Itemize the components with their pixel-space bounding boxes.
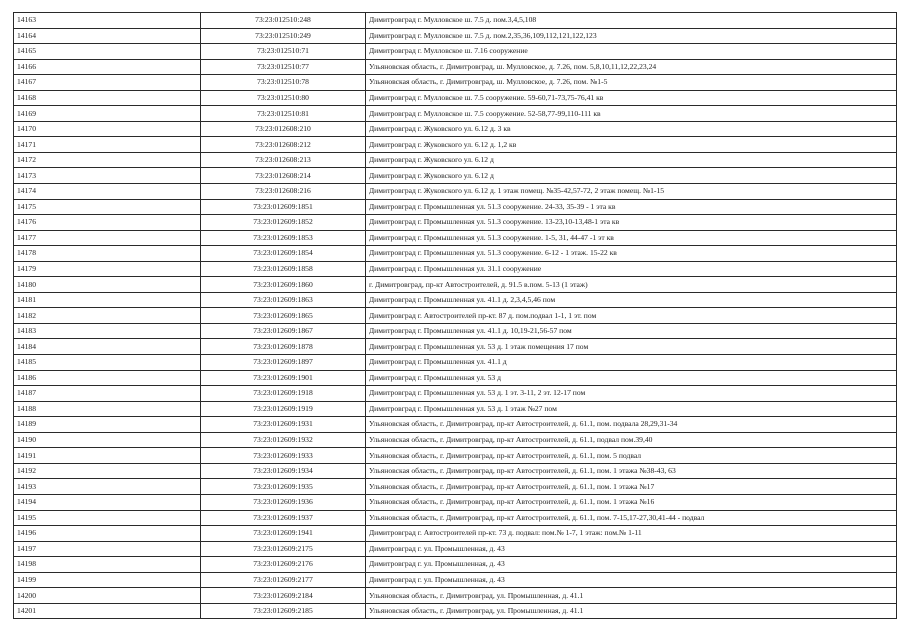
row-number-cell: 14166 <box>14 59 201 75</box>
address-cell: Димитровград г. Автостроителей пр-кт. 87 д. пом.подвал 1-1, 1 эт. пом <box>366 308 897 324</box>
table-row <box>14 603 897 619</box>
table-row <box>14 557 897 573</box>
table-row <box>14 463 897 479</box>
cadastral-number-cell: 73:23:012608:210 <box>201 121 366 137</box>
row-number-cell: 14191 <box>14 448 201 464</box>
table-row <box>14 417 897 433</box>
register-table-body <box>14 13 897 619</box>
cadastral-number-cell: 73:23:012609:1863 <box>201 292 366 308</box>
row-number-cell: 14195 <box>14 510 201 526</box>
row-number-cell: 14163 <box>14 13 201 29</box>
row-number-cell: 14172 <box>14 152 201 168</box>
address-cell: Димитровград г. Промышленная ул. 53 д <box>366 370 897 386</box>
row-number-cell: 14180 <box>14 277 201 293</box>
table-row <box>14 448 897 464</box>
table-row <box>14 588 897 604</box>
cadastral-number-cell: 73:23:012609:1934 <box>201 463 366 479</box>
cadastral-number-cell: 73:23:012609:2184 <box>201 588 366 604</box>
table-row <box>14 339 897 355</box>
cadastral-number-cell: 73:23:012609:1858 <box>201 261 366 277</box>
row-number-cell: 14177 <box>14 230 201 246</box>
address-cell: Ульяновская область, г. Димитровград, пр-кт Автостроителей, д. 61.1, подвал пом.39,40 <box>366 432 897 448</box>
cadastral-number-cell: 73:23:012609:1918 <box>201 386 366 402</box>
address-cell: Ульяновская область, г. Димитровград, пр-кт Автостроителей, д. 61.1, пом. 1 этажа №38-43, 63 <box>366 463 897 479</box>
address-cell: Димитровград г. Жуковского ул. 6.12 д. 1,2 кв <box>366 137 897 153</box>
row-number-cell: 14173 <box>14 168 201 184</box>
table-row <box>14 137 897 153</box>
row-number-cell: 14196 <box>14 526 201 542</box>
row-number-cell: 14175 <box>14 199 201 215</box>
address-cell: Ульяновская область, г. Димитровград, пр-кт Автостроителей, д. 61.1, пом. 1 этажа №16 <box>366 494 897 510</box>
row-number-cell: 14188 <box>14 401 201 417</box>
cadastral-number-cell: 73:23:012609:2175 <box>201 541 366 557</box>
cadastral-number-cell: 73:23:012609:1919 <box>201 401 366 417</box>
table-row <box>14 572 897 588</box>
address-cell: Димитровград г. Промышленная ул. 51.3 сооружение. 13-23,10-13,48-1 эта кв <box>366 215 897 231</box>
address-cell: Ульяновская область, г. Димитровград, пр-кт Автостроителей, д. 61.1, пом. 7-15,17-27,30,41-44 - подвал <box>366 510 897 526</box>
row-number-cell: 14186 <box>14 370 201 386</box>
address-cell: Димитровград г. Промышленная ул. 41.1 д <box>366 355 897 371</box>
register-table <box>13 12 897 619</box>
cadastral-number-cell: 73:23:012609:1854 <box>201 246 366 262</box>
table-row <box>14 13 897 29</box>
address-cell: г. Димитровград, пр-кт Автостроителей, д. 91.5 в.пом. 5-13 (1 этаж) <box>366 277 897 293</box>
table-row <box>14 401 897 417</box>
row-number-cell: 14183 <box>14 323 201 339</box>
address-cell: Димитровград г. ул. Промышленная, д. 43 <box>366 541 897 557</box>
cadastral-number-cell: 73:23:012609:2185 <box>201 603 366 619</box>
row-number-cell: 14187 <box>14 386 201 402</box>
row-number-cell: 14170 <box>14 121 201 137</box>
address-cell: Димитровград г. Жуковского ул. 6.12 д <box>366 168 897 184</box>
table-row <box>14 323 897 339</box>
cadastral-number-cell: 73:23:012609:1933 <box>201 448 366 464</box>
table-row <box>14 121 897 137</box>
table-row <box>14 106 897 122</box>
row-number-cell: 14178 <box>14 246 201 262</box>
row-number-cell: 14184 <box>14 339 201 355</box>
row-number-cell: 14171 <box>14 137 201 153</box>
row-number-cell: 14167 <box>14 75 201 91</box>
table-row <box>14 370 897 386</box>
address-cell: Димитровград г. Жуковского ул. 6.12 д. 3 кв <box>366 121 897 137</box>
address-cell: Димитровград г. Мулловское ш. 7.16 сооружение <box>366 44 897 60</box>
table-row <box>14 75 897 91</box>
cadastral-number-cell: 73:23:012510:71 <box>201 44 366 60</box>
table-row <box>14 215 897 231</box>
cadastral-number-cell: 73:23:012510:77 <box>201 59 366 75</box>
cadastral-number-cell: 73:23:012510:248 <box>201 13 366 29</box>
cadastral-number-cell: 73:23:012609:1935 <box>201 479 366 495</box>
cadastral-number-cell: 73:23:012609:1941 <box>201 526 366 542</box>
address-cell: Димитровград г. Промышленная ул. 51.3 сооружение. 6-12 - 1 этаж. 15-22 кв <box>366 246 897 262</box>
table-row <box>14 230 897 246</box>
table-row <box>14 541 897 557</box>
cadastral-number-cell: 73:23:012510:78 <box>201 75 366 91</box>
row-number-cell: 14197 <box>14 541 201 557</box>
cadastral-number-cell: 73:23:012608:216 <box>201 184 366 200</box>
cadastral-number-cell: 73:23:012609:1851 <box>201 199 366 215</box>
cadastral-number-cell: 73:23:012609:2177 <box>201 572 366 588</box>
cadastral-number-cell: 73:23:012510:80 <box>201 90 366 106</box>
address-cell: Ульяновская область, г. Димитровград, ш. Мулловское, д. 7.26, пом. 5,8,10,11,12,22,23,24 <box>366 59 897 75</box>
cadastral-number-cell: 73:23:012609:1937 <box>201 510 366 526</box>
table-row <box>14 308 897 324</box>
cadastral-number-cell: 73:23:012609:1936 <box>201 494 366 510</box>
table-row <box>14 261 897 277</box>
cadastral-number-cell: 73:23:012510:81 <box>201 106 366 122</box>
address-cell: Димитровград г. ул. Промышленная, д. 43 <box>366 572 897 588</box>
row-number-cell: 14193 <box>14 479 201 495</box>
row-number-cell: 14176 <box>14 215 201 231</box>
address-cell: Димитровград г. Мулловское ш. 7.5 д. пом.3,4,5,108 <box>366 13 897 29</box>
address-cell: Димитровград г. ул. Промышленная, д. 43 <box>366 557 897 573</box>
address-cell: Ульяновская область, г. Димитровград, пр-кт Автостроителей, д. 61.1, пом. подвала 28,29,31-34 <box>366 417 897 433</box>
table-row <box>14 152 897 168</box>
address-cell: Димитровград г. Жуковского ул. 6.12 д <box>366 152 897 168</box>
table-row <box>14 510 897 526</box>
address-cell: Димитровград г. Промышленная ул. 53 д. 1 этаж №27 пом <box>366 401 897 417</box>
table-row <box>14 292 897 308</box>
cadastral-number-cell: 73:23:012510:249 <box>201 28 366 44</box>
address-cell: Димитровград г. Мулловское ш. 7.5 д. пом.2,35,36,109,112,121,122,123 <box>366 28 897 44</box>
row-number-cell: 14201 <box>14 603 201 619</box>
row-number-cell: 14198 <box>14 557 201 573</box>
cadastral-number-cell: 73:23:012609:1931 <box>201 417 366 433</box>
table-row <box>14 355 897 371</box>
cadastral-number-cell: 73:23:012609:1901 <box>201 370 366 386</box>
row-number-cell: 14164 <box>14 28 201 44</box>
cadastral-number-cell: 73:23:012609:1852 <box>201 215 366 231</box>
row-number-cell: 14200 <box>14 588 201 604</box>
address-cell: Димитровград г. Промышленная ул. 51.3 сооружение. 24-33, 35-39 - 1 эта кв <box>366 199 897 215</box>
table-row <box>14 277 897 293</box>
cadastral-number-cell: 73:23:012608:214 <box>201 168 366 184</box>
row-number-cell: 14169 <box>14 106 201 122</box>
table-row <box>14 386 897 402</box>
cadastral-number-cell: 73:23:012609:2176 <box>201 557 366 573</box>
address-cell: Димитровград г. Жуковского ул. 6.12 д. 1 этаж помещ. №35-42,57-72, 2 этаж помещ. №1-15 <box>366 184 897 200</box>
cadastral-number-cell: 73:23:012609:1853 <box>201 230 366 246</box>
cadastral-number-cell: 73:23:012609:1932 <box>201 432 366 448</box>
row-number-cell: 14181 <box>14 292 201 308</box>
table-row <box>14 246 897 262</box>
address-cell: Димитровград г. Мулловское ш. 7.5 сооружение. 59-60,71-73,75-76,41 кв <box>366 90 897 106</box>
address-cell: Димитровград г. Промышленная ул. 51.3 сооружение. 1-5, 31, 44-47 -1 эт кв <box>366 230 897 246</box>
address-cell: Димитровград г. Промышленная ул. 31.1 сооружение <box>366 261 897 277</box>
address-cell: Димитровград г. Мулловское ш. 7.5 сооружение. 52-58,77-99,110-111 кв <box>366 106 897 122</box>
cadastral-number-cell: 73:23:012609:1860 <box>201 277 366 293</box>
row-number-cell: 14174 <box>14 184 201 200</box>
cadastral-number-cell: 73:23:012608:212 <box>201 137 366 153</box>
table-row <box>14 28 897 44</box>
row-number-cell: 14182 <box>14 308 201 324</box>
table-row <box>14 199 897 215</box>
address-cell: Ульяновская область, г. Димитровград, ул. Промышленная, д. 41.1 <box>366 603 897 619</box>
row-number-cell: 14190 <box>14 432 201 448</box>
address-cell: Ульяновская область, г. Димитровград, ул. Промышленная, д. 41.1 <box>366 588 897 604</box>
address-cell: Ульяновская область, г. Димитровград, ш. Мулловское, д. 7.26, пом. №1-5 <box>366 75 897 91</box>
table-row <box>14 479 897 495</box>
table-row <box>14 526 897 542</box>
row-number-cell: 14179 <box>14 261 201 277</box>
table-row <box>14 90 897 106</box>
cadastral-number-cell: 73:23:012608:213 <box>201 152 366 168</box>
table-row <box>14 59 897 75</box>
address-cell: Ульяновская область, г. Димитровград, пр-кт Автостроителей, д. 61.1, пом. 1 этажа №17 <box>366 479 897 495</box>
row-number-cell: 14165 <box>14 44 201 60</box>
address-cell: Димитровград г. Промышленная ул. 53 д. 1 эт. 3-11, 2 эт. 12-17 пом <box>366 386 897 402</box>
row-number-cell: 14185 <box>14 355 201 371</box>
row-number-cell: 14199 <box>14 572 201 588</box>
cadastral-number-cell: 73:23:012609:1897 <box>201 355 366 371</box>
address-cell: Димитровград г. Промышленная ул. 53 д. 1 этаж помещения 17 пом <box>366 339 897 355</box>
row-number-cell: 14192 <box>14 463 201 479</box>
table-row <box>14 168 897 184</box>
table-row <box>14 432 897 448</box>
cadastral-number-cell: 73:23:012609:1878 <box>201 339 366 355</box>
address-cell: Димитровград г. Автостроителей пр-кт. 73 д. подвал: пом.№ 1-7, 1 этаж: пом.№ 1-11 <box>366 526 897 542</box>
row-number-cell: 14189 <box>14 417 201 433</box>
row-number-cell: 14194 <box>14 494 201 510</box>
address-cell: Ульяновская область, г. Димитровград, пр-кт Автостроителей, д. 61.1, пом. 5 подвал <box>366 448 897 464</box>
table-row <box>14 184 897 200</box>
table-row <box>14 494 897 510</box>
address-cell: Димитровград г. Промышленная ул. 41.1 д. 2,3,4,5,46 пом <box>366 292 897 308</box>
row-number-cell: 14168 <box>14 90 201 106</box>
table-row <box>14 44 897 60</box>
cadastral-number-cell: 73:23:012609:1865 <box>201 308 366 324</box>
address-cell: Димитровград г. Промышленная ул. 41.1 д. 10,19-21,56-57 пом <box>366 323 897 339</box>
cadastral-number-cell: 73:23:012609:1867 <box>201 323 366 339</box>
